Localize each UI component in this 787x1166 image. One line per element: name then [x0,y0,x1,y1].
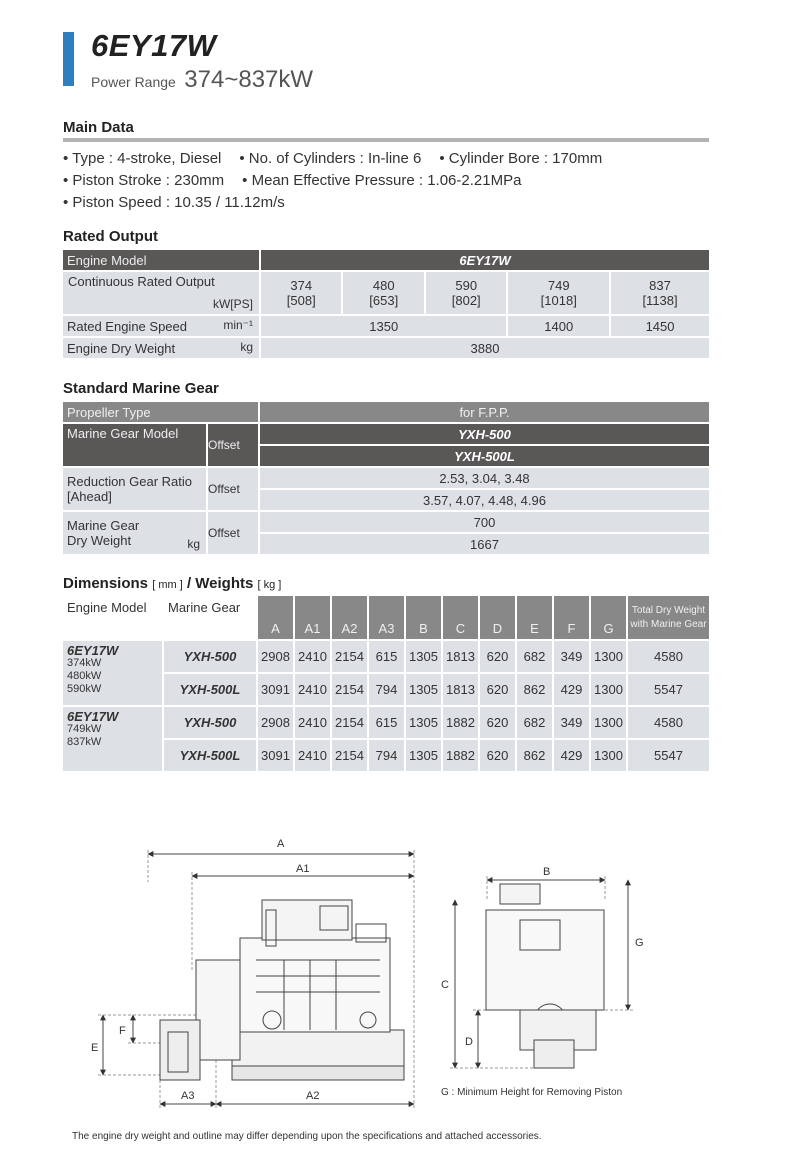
engine-rating: 480kW [67,670,102,682]
dim-cell: 1300 [591,707,626,738]
dim-cell: 2154 [332,641,367,672]
gear-weight-label [63,512,206,554]
dim-label-b: B [543,866,551,878]
col-header: A1 [295,596,330,639]
dim-label-c: C [441,979,449,991]
dimensions-title-text: Dimensions [63,575,149,592]
dim-label-a: A [277,838,285,850]
dim-cell: 862 [517,674,552,705]
table-row [63,272,709,314]
power-range [91,66,313,94]
engine-rating: 749kW [67,723,102,735]
col-engine-model: Engine Model [63,596,162,639]
weights-title-text: / Weights [186,575,254,592]
power-range-value: 374~837kW [184,66,314,93]
cont-output-label [63,272,259,314]
engine-model-label: Engine Model [63,250,259,270]
dim-cell: 3091 [258,674,293,705]
ratio-label-line: [Ahead] [67,489,112,504]
dim-cell: 1813 [443,641,478,672]
rated-output-table [61,248,711,360]
col-header: B [406,596,441,639]
speed-cell: 1350 [261,316,506,336]
dim-label-d: D [465,1036,473,1048]
output-cell: 480 [653] [343,272,423,314]
col-header: D [480,596,515,639]
dry-weight-label [63,338,259,358]
speed-label-text: Rated Engine Speed [67,318,187,334]
page-title: 6EY17W [91,28,217,63]
dim-cell: 794 [369,674,404,705]
spec-type: • Type : 4-stroke, Diesel [63,150,222,167]
table-row [63,641,709,672]
side-view [98,850,414,1110]
dimensions-unit: [ mm ] [152,579,183,591]
cont-output-unit: kW[PS] [212,297,253,311]
dim-cell: 2908 [258,707,293,738]
dim-cell: 1305 [406,641,441,672]
speed-cell: 1450 [611,316,709,336]
output-cell: 590 [802] [426,272,506,314]
dim-cell: 3091 [258,740,293,771]
col-total-line: with Marine Gear [630,618,707,630]
front-view [450,876,633,1068]
offset-label: Offset [208,468,258,510]
dim-cell: 1300 [591,740,626,771]
spec-stroke: • Piston Stroke : 230mm [63,172,225,189]
table-row [63,250,709,270]
col-header: A3 [369,596,404,639]
gear-model-value: YXH-500L [260,446,709,466]
dim-cell: 2154 [332,674,367,705]
gear-weight-value: 1667 [260,534,709,554]
gear-cell: YXH-500L [164,740,256,771]
table-row [63,468,709,488]
dim-cell: 429 [554,674,589,705]
dim-cell: 1300 [591,641,626,672]
dim-cell: 349 [554,707,589,738]
dim-cell: 620 [480,674,515,705]
gear-model-label: Marine Gear Model [63,424,206,466]
dim-label-f: F [119,1025,126,1037]
footnote: The engine dry weight and outline may differ depending upon the specifications and attached accessories. [72,1131,542,1142]
col-header: E [517,596,552,639]
engine-outline-drawing [0,820,787,1120]
table-row [63,402,709,422]
table-row [63,512,709,532]
dim-cell: 794 [369,740,404,771]
ratio-label-line: Reduction Gear Ratio [67,474,193,489]
dim-cell: 2410 [295,707,330,738]
spec-pressure: • Mean Effective Pressure : 1.06-2.21MPa [242,172,522,189]
gear-weight-label-line: Marine Gear [67,518,140,533]
cont-output-label-text: Continuous Rated Output [68,274,215,289]
dim-cell: 620 [480,641,515,672]
dim-cell: 1882 [443,707,478,738]
col-header: F [554,596,589,639]
col-total-line: Total Dry Weight [631,604,706,616]
col-header: C [443,596,478,639]
dim-cell: 2410 [295,641,330,672]
spec-piston-speed: • Piston Speed : 10.35 / 11.12m/s [63,194,285,211]
weights-unit: [ kg ] [257,579,282,591]
dim-label-e: E [91,1042,99,1054]
total-weight-cell: 4580 [628,707,709,738]
dim-cell: 1305 [406,740,441,771]
engine-group-cell [63,707,162,771]
section-divider [63,138,709,142]
rated-output-title: Rated Output [63,228,158,245]
spec-line-2 [63,172,539,189]
table-row [63,424,709,444]
dim-cell: 2154 [332,740,367,771]
col-header: G [591,596,626,639]
engine-model: 6EY17W [67,709,119,724]
power-range-label: Power Range [91,74,176,90]
dim-label-a3: A3 [181,1090,195,1102]
dim-cell: 2410 [295,674,330,705]
offset-label: Offset [208,512,258,554]
gear-cell: YXH-500 [164,641,256,672]
dimensions-title [63,575,281,592]
spec-line-3 [63,194,303,211]
dim-cell: 429 [554,740,589,771]
dim-cell: 620 [480,740,515,771]
dim-cell: 682 [517,707,552,738]
spec-bore: • Cylinder Bore : 170mm [439,150,603,167]
dry-weight-label-text: Engine Dry Weight [67,340,176,356]
engine-rating: 374kW [67,657,102,669]
ratio-value: 3.57, 4.07, 4.48, 4.96 [260,490,709,510]
marine-gear-title: Standard Marine Gear [63,380,219,397]
total-weight-cell: 5547 [628,740,709,771]
dim-cell: 615 [369,641,404,672]
propeller-type-value: for F.P.P. [260,402,709,422]
col-total-weight [628,596,709,639]
dim-cell: 620 [480,707,515,738]
engine-model-value: 6EY17W [261,250,709,270]
total-weight-cell: 4580 [628,641,709,672]
marine-gear-table [61,400,711,556]
accent-bar [63,32,74,86]
main-data-title: Main Data [63,119,134,136]
output-cell: 837 [1138] [611,272,709,314]
output-cell: 374 [508] [261,272,341,314]
table-row [63,316,709,336]
dim-cell: 2410 [295,740,330,771]
dim-label-g: G [635,937,644,949]
speed-unit: min⁻¹ [223,318,253,332]
col-header: A2 [332,596,367,639]
table-row [63,338,709,358]
dim-cell: 1305 [406,707,441,738]
dry-weight-unit: kg [240,340,253,354]
table-row [63,596,709,639]
dim-cell: 2154 [332,707,367,738]
spec-line-1 [63,150,620,167]
engine-group-cell [63,641,162,705]
dimensions-table [61,594,711,773]
dim-cell: 1813 [443,674,478,705]
dim-label-a1: A1 [296,863,310,875]
propeller-type-label: Propeller Type [63,402,258,422]
dim-cell: 1300 [591,674,626,705]
speed-label [63,316,259,336]
dim-cell: 615 [369,707,404,738]
dim-cell: 1305 [406,674,441,705]
engine-rating: 837kW [67,736,102,748]
table-row [63,707,709,738]
offset-label: Offset [208,424,258,466]
gear-cell: YXH-500L [164,674,256,705]
gear-weight-unit: kg [187,537,200,551]
gear-cell: YXH-500 [164,707,256,738]
col-header: A [258,596,293,639]
speed-cell: 1400 [508,316,609,336]
dim-label-a2: A2 [306,1090,320,1102]
spec-cylinders: • No. of Cylinders : In-line 6 [239,150,422,167]
gear-model-value: YXH-500 [260,424,709,444]
engine-rating: 590kW [67,683,102,695]
ratio-value: 2.53, 3.04, 3.48 [260,468,709,488]
total-weight-cell: 5547 [628,674,709,705]
col-marine-gear: Marine Gear [164,596,256,639]
dim-cell: 349 [554,641,589,672]
dim-cell: 1882 [443,740,478,771]
dim-cell: 682 [517,641,552,672]
dry-weight-cell: 3880 [261,338,709,358]
dim-cell: 2908 [258,641,293,672]
gear-weight-label-line: Dry Weight [67,533,132,548]
dim-cell: 862 [517,740,552,771]
engine-model: 6EY17W [67,643,119,658]
gear-weight-value: 700 [260,512,709,532]
ratio-label [63,468,206,510]
drawing-note: G : Minimum Height for Removing Piston [441,1087,623,1098]
output-cell: 749 [1018] [508,272,609,314]
